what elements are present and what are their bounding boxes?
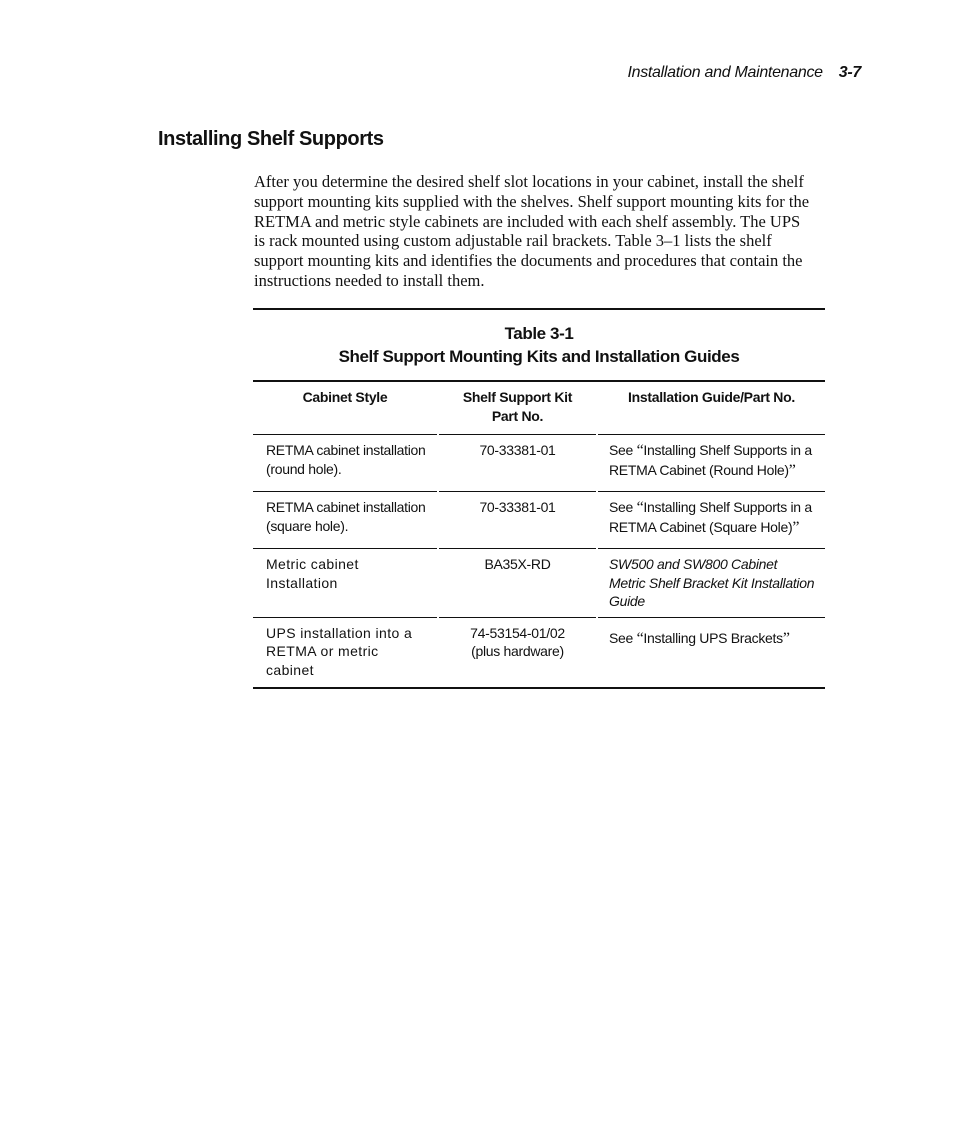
guide-text: Installing Shelf Supports in a RETMA Cabinet (Square Hole) (609, 499, 812, 535)
table-row (253, 549, 825, 618)
close-quote: ” (792, 518, 800, 536)
intro-paragraph: After you determine the desired shelf slot locations in your cabinet, install the shelf support mounting kits supplied with the shelves. Shelf support mounting kits for the RETMA and metric style cabinets are included with each shelf assembly. The UPS is rack mounted using custom adjustable rail brackets. Table 3–1 lists the shelf support mounting kits and identifies the documents and procedures that contain the instructions needed to install them. (254, 172, 810, 290)
cell-install-guide (597, 435, 825, 492)
cell-kit-part: BA35X-RD (438, 549, 597, 618)
table-row (253, 617, 825, 688)
page-number: 3-7 (838, 64, 861, 81)
open-quote: “ (636, 629, 644, 647)
cell-kit-part: 70-33381-01 (438, 492, 597, 549)
kits-table (253, 380, 825, 689)
cell-cabinet-style: UPS installation into a RETMA or metric cabinet (253, 617, 438, 688)
close-quote: ” (782, 629, 790, 647)
table-block (253, 308, 825, 689)
guide-text: Installing UPS Brackets (643, 629, 783, 646)
close-quote: ” (788, 461, 796, 479)
guide-text: Installing Shelf Supports in a RETMA Cabinet (Round Hole) (609, 442, 812, 478)
table-caption (253, 308, 825, 380)
cell-kit-part (438, 617, 597, 688)
col-header-cabinet-style: Cabinet Style (253, 381, 438, 435)
open-quote: “ (636, 442, 644, 459)
open-quote: “ (636, 499, 644, 516)
guide-prefix: See (609, 442, 637, 458)
section-title: Installing Shelf Supports (158, 128, 384, 150)
guide-prefix: See (609, 499, 637, 515)
cell-install-guide (597, 492, 825, 549)
table-header-row (253, 381, 825, 435)
cell-install-guide (597, 617, 825, 688)
table-number: Table 3-1 (504, 324, 574, 343)
table-row (253, 435, 825, 492)
table-row (253, 492, 825, 549)
cell-kit-part: 70-33381-01 (438, 435, 597, 492)
table-title: Shelf Support Mounting Kits and Installation Guides (338, 347, 740, 366)
cell-cabinet-style: Metric cabinet Installation (253, 549, 438, 618)
cell-cabinet-style: RETMA cabinet installation (square hole). (253, 492, 438, 549)
running-header-section: Installation and Maintenance (627, 64, 823, 81)
cell-cabinet-style: RETMA cabinet installation (round hole). (253, 435, 438, 492)
cell-install-guide: SW500 and SW800 Cabinet Metric Shelf Bracket Kit Installation Guide (597, 549, 825, 618)
col-header-install-guide: Installation Guide/Part No. (597, 381, 825, 435)
guide-prefix: See (609, 629, 637, 646)
col-header-kit-part-no: Shelf Support Kit Part No. (438, 381, 597, 435)
kit-part-note: (plus hardware) (471, 643, 564, 659)
running-header (627, 64, 861, 82)
kit-part-number: 74-53154-01/02 (470, 624, 565, 641)
